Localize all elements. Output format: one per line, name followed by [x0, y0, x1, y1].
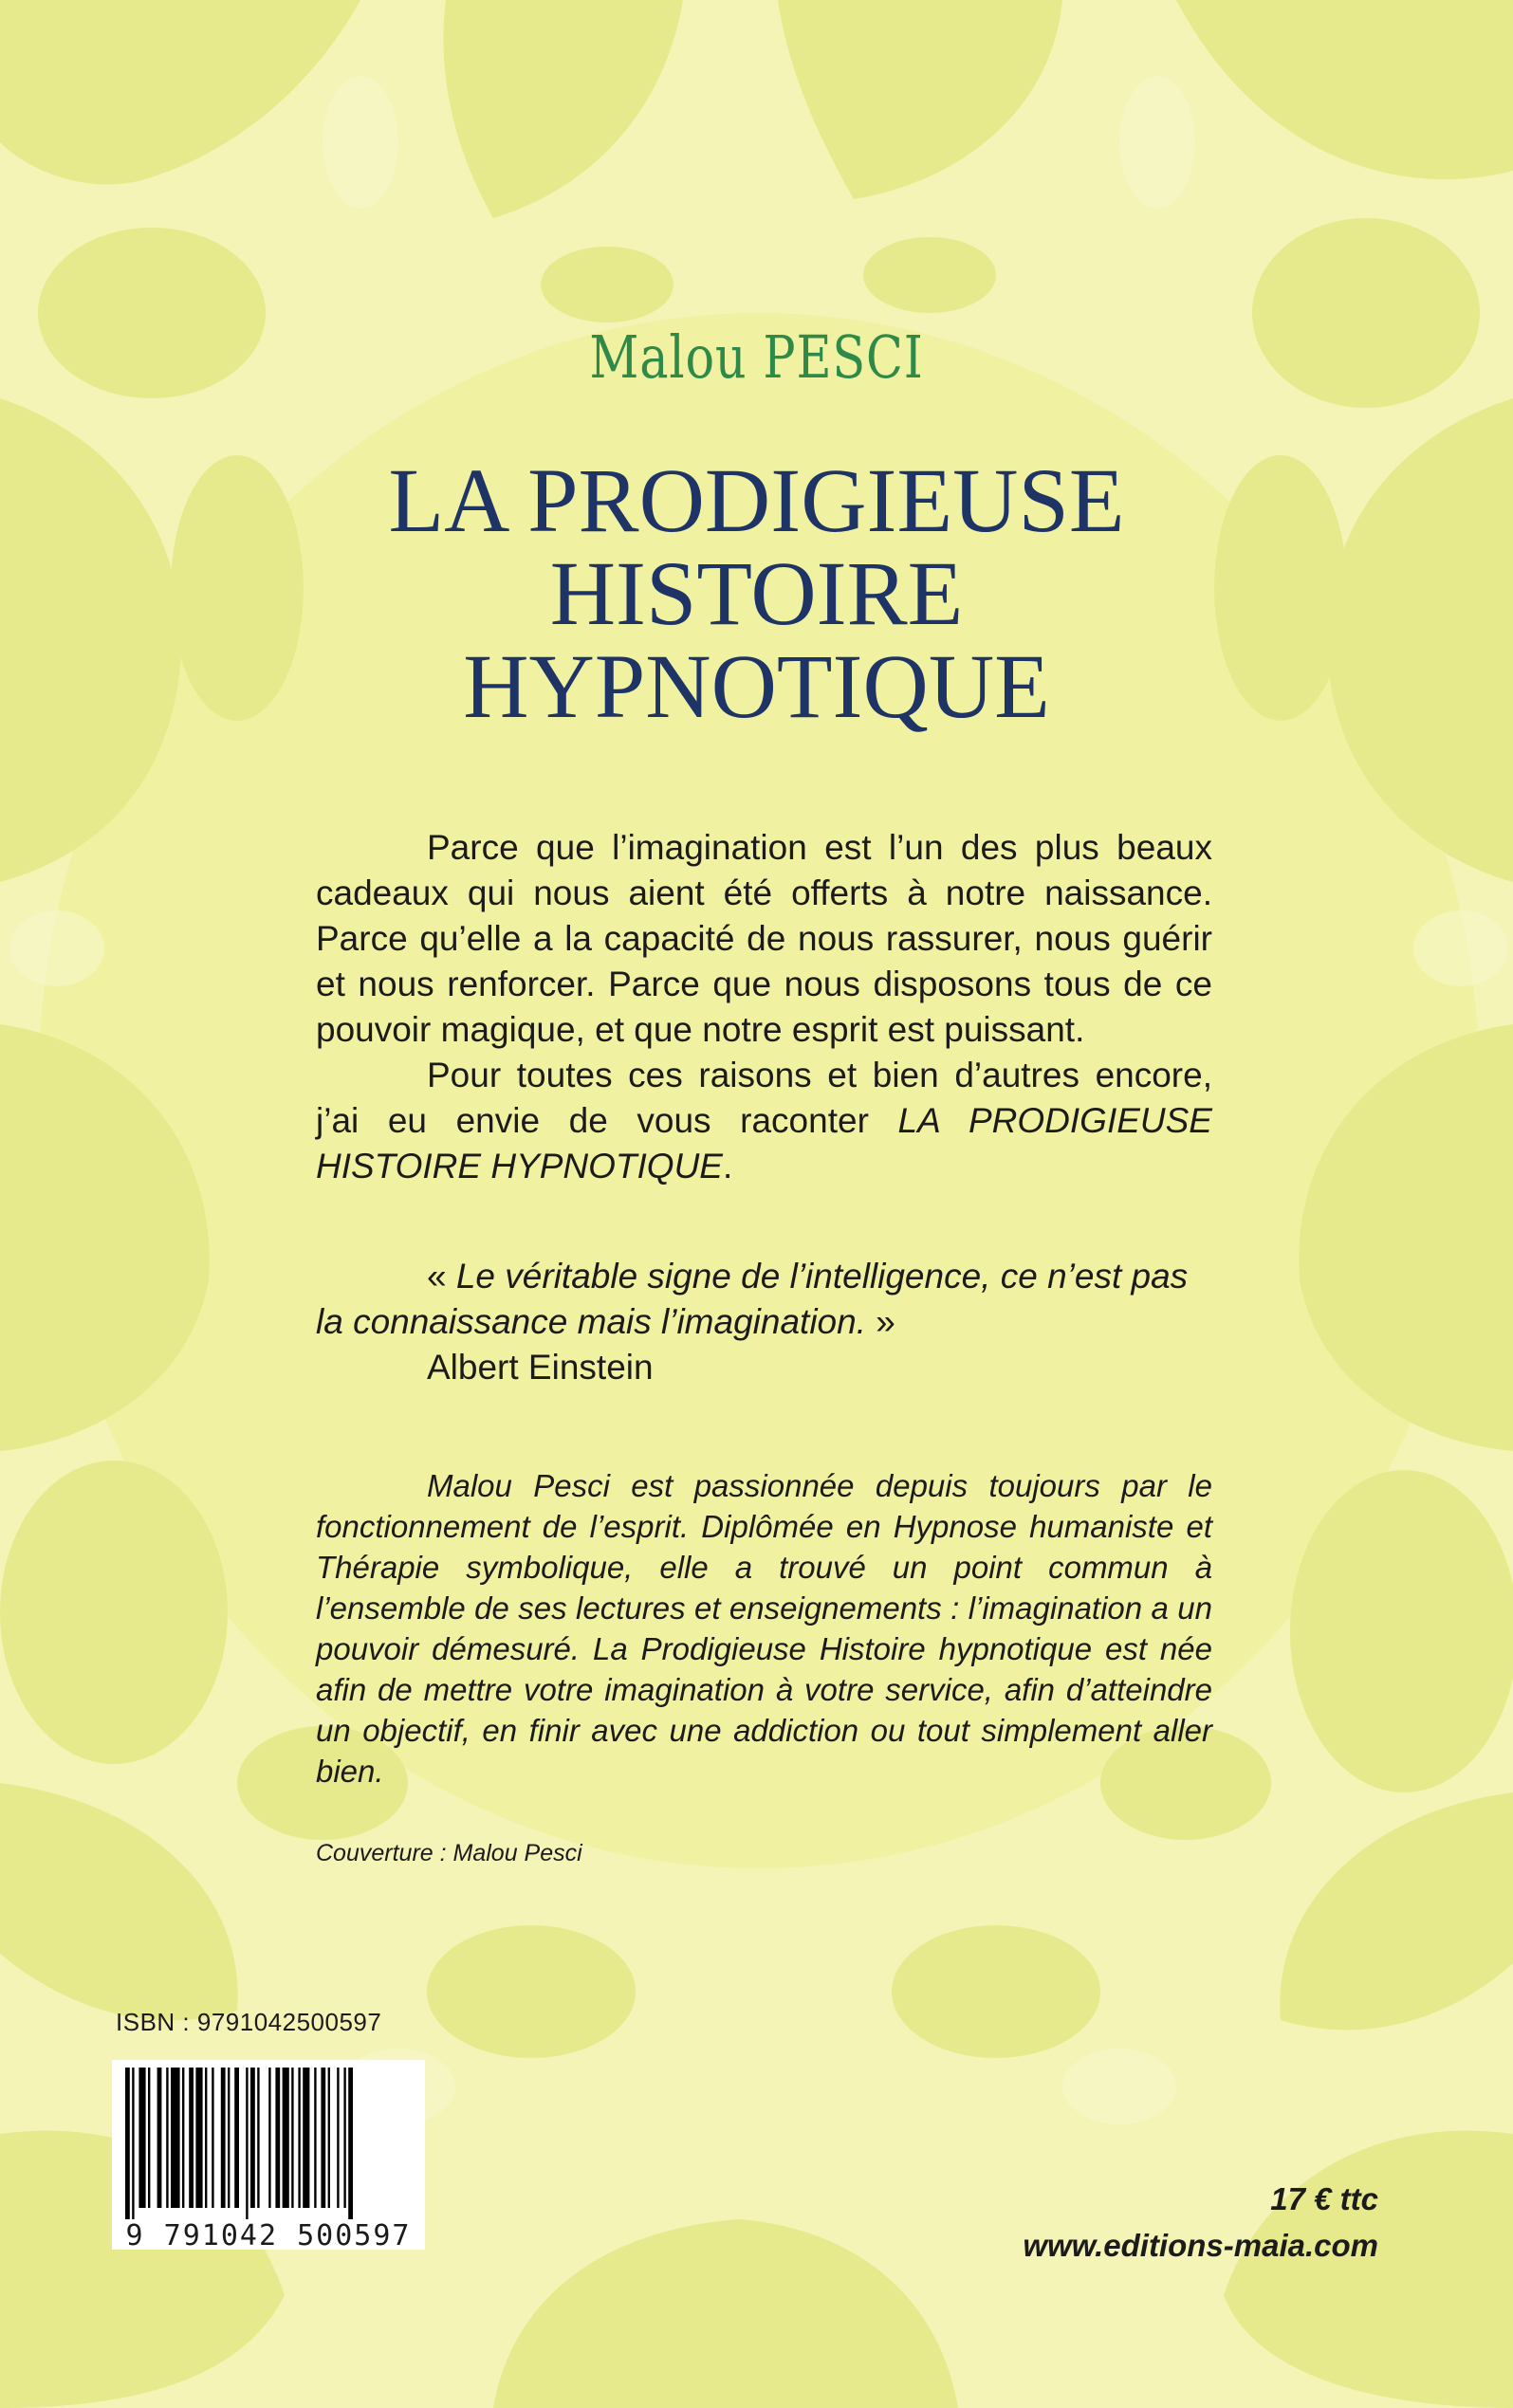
isbn-label: ISBN : 9791042500597 [116, 2008, 382, 2036]
barcode-bar [138, 2068, 145, 2208]
book-title [0, 450, 1513, 737]
barcode-bar [148, 2068, 150, 2208]
barcode-bar [157, 2068, 162, 2208]
barcode-bar [195, 2068, 202, 2208]
author-name: Malou PESCI [589, 322, 924, 392]
quote-attribution: Albert Einstein [427, 1348, 654, 1387]
barcode-bar [275, 2068, 280, 2208]
quote-text [316, 1254, 1212, 1345]
barcode-bar [303, 2068, 309, 2208]
intro-book-title-italic: LA PRODIGIEUSE HISTOIRE HYPNOTIQUE [316, 1101, 1212, 1186]
barcode-bar [166, 2068, 168, 2208]
barcode-bar [321, 2068, 325, 2208]
price: 17 € ttc [1270, 2181, 1378, 2216]
cover-credit: Couverture : Malou Pesci [316, 1840, 582, 1866]
barcode-bar [283, 2068, 289, 2208]
barcode-bar [348, 2068, 353, 2219]
intro-paragraph-2-end: . [723, 1147, 733, 1186]
barcode-bar [171, 2068, 180, 2208]
barcode-bars [112, 2060, 425, 2221]
epigraph-quote [316, 1254, 1212, 1390]
intro-text [316, 825, 1212, 1189]
barcode-bar [291, 2068, 293, 2208]
barcode-bar [182, 2068, 184, 2208]
title-line-2: HISTOIRE [549, 542, 964, 644]
quote-body: Le véritable signe de l’intelligence, ce n’est pas la connaissance mais l’imagination. [316, 1257, 1189, 1341]
title-line-3: HYPNOTIQUE [463, 635, 1050, 737]
barcode-bar [246, 2068, 248, 2219]
barcode-digits: 9 791042 500597 [125, 2219, 412, 2252]
quote-open-mark: « [427, 1257, 456, 1296]
barcode-bar [221, 2068, 226, 2208]
author-bio: Malou Pesci est passionnée depuis toujours par le fonctionnement de l’esprit. Diplômée en Hypnose humaniste et Thérapie symbolique, elle a trouvé un point commun à l’ensemble de ses lectures et enseignements : l’imagination a un pouvoir démesuré. La Prodigieuse Histoire hypnotique est née afin de mettre votre imagination à votre service, afin d’atteindre un objectif, en finir avec une addiction ou tout simplement aller bien. [316, 1468, 1212, 1789]
intro-paragraph-2 [316, 1053, 1212, 1189]
intro-paragraph-1: Parce que l’imagination est l’un des plus beaux cadeaux qui nous aient été offerts à notre naissance. Parce qu’elle a la capacité de nous rassurer, nous guérir et nous renforcer. Parce que nous disposons tous de ce pouvoir magique, et que notre esprit est puissant. [316, 828, 1212, 1049]
barcode-bar [189, 2068, 194, 2208]
barcode-bar [343, 2068, 345, 2208]
barcode-bar [250, 2068, 255, 2208]
barcode-bar [314, 2068, 316, 2208]
barcode-bar [212, 2068, 213, 2208]
barcode-bar [328, 2068, 330, 2208]
intro-paragraph-2-start: Pour toutes ces raisons et bien d’autres encore, j’ai eu envie de vous raconter [316, 1056, 1212, 1140]
barcode-bar [257, 2068, 259, 2208]
barcode-bar [228, 2068, 230, 2208]
quote-close-mark: » [865, 1302, 895, 1341]
title-line-1: LA PRODIGIEUSE [388, 450, 1125, 551]
barcode-bar [205, 2068, 207, 2208]
barcode [112, 2060, 425, 2250]
barcode-bar [268, 2068, 270, 2208]
publisher-website: www.editions-maia.com [1023, 2228, 1378, 2263]
barcode-bar [298, 2068, 300, 2208]
barcode-bar [132, 2068, 134, 2219]
barcode-bar [234, 2068, 239, 2208]
barcode-bar [125, 2068, 130, 2219]
barcode-bar [337, 2068, 339, 2208]
